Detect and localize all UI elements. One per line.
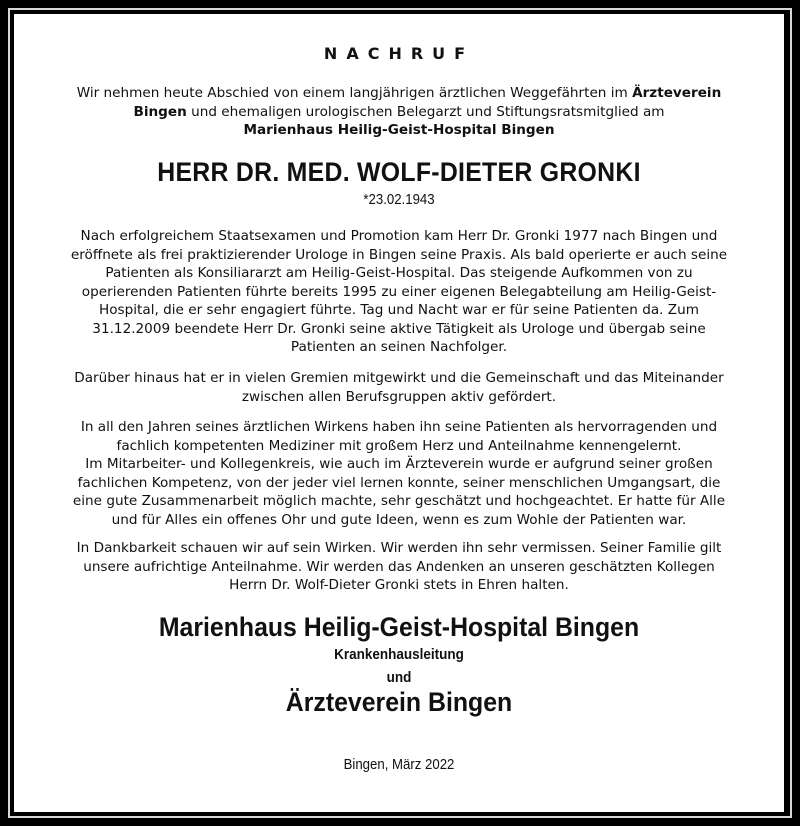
signature-org-association: Ärzteverein Bingen xyxy=(285,687,513,717)
signature-conjunction: und xyxy=(386,669,412,686)
text-line: eine gute Zusammenarbeit möglich machte, sehr geschätzt und hochgeachtet. Er hatte für Alle xyxy=(72,493,726,509)
paragraph-committees xyxy=(34,369,764,406)
signature-org-hospital: Marienhaus Heilig-Geist-Hospital Bingen xyxy=(158,612,640,642)
obituary-notice xyxy=(14,14,784,812)
text-line: Hospital, die er sehr engagiert führte. Tag und Nacht war er für seine Patienten da. Zum xyxy=(99,302,699,318)
intro-text xyxy=(44,84,754,140)
paragraph-appreciation xyxy=(34,418,764,529)
text-line: Darüber hinaus hat er in vielen Gremien mitgewirkt und die Gemeinschaft und das Miteinander xyxy=(74,370,724,386)
text-line: In all den Jahren seines ärztlichen Wirkens haben ihn seine Patienten als hervorragenden und xyxy=(80,419,718,435)
place-date: Bingen, März 2022 xyxy=(343,756,455,773)
intro-line-2-bold: Bingen xyxy=(133,103,187,120)
text-line: zwischen allen Berufsgruppen aktiv gefördert. xyxy=(241,388,557,405)
paragraph-career xyxy=(34,227,764,357)
text-line: Patienten an seinen Nachfolger. xyxy=(290,339,508,355)
text-line: unsere aufrichtige Anteilnahme. Wir werden das Andenken an unseren geschätzten Kollegen xyxy=(83,558,715,575)
deceased-name: HERR DR. MED. WOLF-DIETER GRONKI xyxy=(157,157,641,187)
text-line: operierenden Patienten führte bereits 1995 zu einer eigenen Belegabteilung am Heilig-Geist- xyxy=(81,283,717,300)
intro-line-1-bold: Ärzteverein xyxy=(632,85,722,101)
intro-line-1-text: Wir nehmen heute Abschied von einem langjährigen ärztlichen Weggefährten im xyxy=(76,85,633,101)
text-line: In Dankbarkeit schauen wir auf sein Wirken. Wir werden ihn sehr vermissen. Seiner Familie gilt xyxy=(76,540,722,556)
text-line: eröffnete als frei praktizierender Urologe in Bingen seine Praxis. Als bald operierte er auch seine xyxy=(70,246,728,263)
intro-line-2 xyxy=(44,103,754,122)
paragraph-gratitude xyxy=(34,539,764,595)
intro-line-1 xyxy=(44,84,754,103)
text-line: und für Alles ein offenes Ohr und gute Ideen, wenn es zum Wohle der Patienten war. xyxy=(111,511,687,528)
text-line: Nach erfolgreichem Staatsexamen und Promotion kam Herr Dr. Gronki 1977 nach Bingen und xyxy=(80,228,718,244)
notice-content xyxy=(14,14,784,812)
text-line: Herrn Dr. Wolf-Dieter Gronki stets in Ehren halten. xyxy=(229,577,569,593)
intro-line-3 xyxy=(44,121,754,140)
intro-line-3-bold: Marienhaus Heilig-Geist-Hospital Bingen xyxy=(243,122,555,138)
text-line: fachlich kompetenten Mediziner mit großem Herz und Anteilnahme kennengelernt. xyxy=(116,437,682,454)
text-line: fachlichen Kompetenz, von der jeder viel lernen konnte, seiner menschlichen Umgangsart, die xyxy=(77,474,721,491)
text-line: 31.12.2009 beendete Herr Dr. Gronki seine aktive Tätigkeit als Urologe und übergab seine xyxy=(92,320,706,337)
birth-date: *23.02.1943 xyxy=(363,191,435,208)
signature-org-hospital-sub: Krankenhausleitung xyxy=(334,646,464,663)
text-line: Patienten als Konsiliararzt am Heilig-Geist-Hospital. Das steigende Aufkommen von zu xyxy=(105,265,693,281)
notice-heading: NACHRUF xyxy=(323,44,475,63)
intro-line-2-text: und ehemaligen urologischen Belegarzt und Stiftungsratsmitglied am xyxy=(186,103,665,120)
text-line: Im Mitarbeiter- und Kollegenkreis, wie auch im Ärzteverein wurde er aufgrund seiner großen xyxy=(85,456,713,472)
